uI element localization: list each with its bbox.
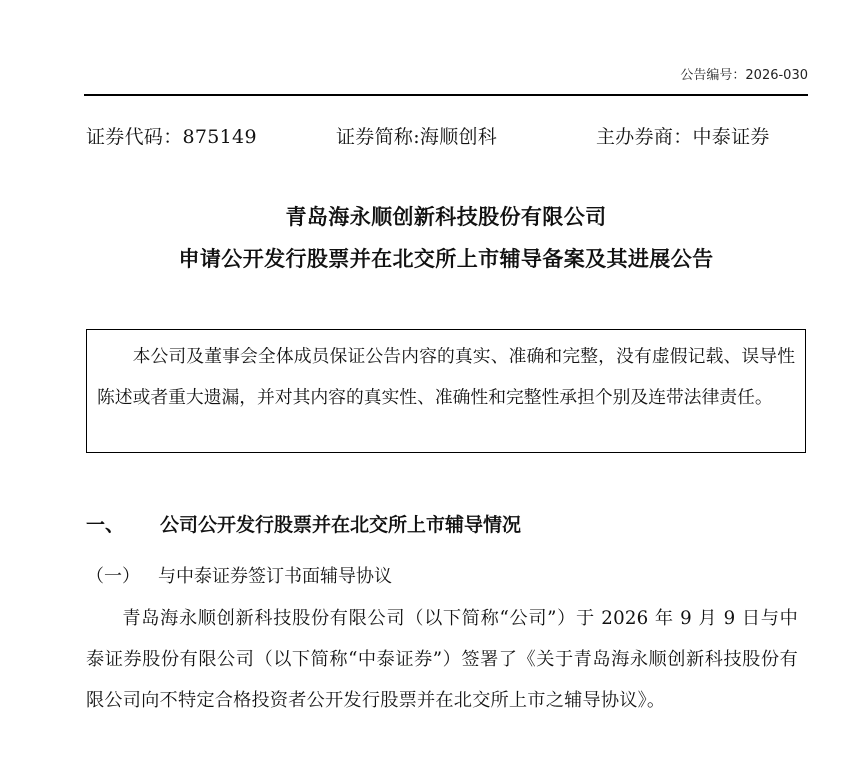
header-rule [84,94,808,96]
board-guarantee-notice: 本公司及董事会全体成员保证公告内容的真实、准确和完整，没有虚假记载、误导性陈述或者重大遗漏，并对其内容的真实性、准确性和完整性承担个别及连带法律责任。 [86,329,806,453]
sponsor-broker: 主办券商：中泰证券 [596,126,770,148]
subsection-heading [86,562,392,588]
announcement-number: 公告编号：2026-030 [680,68,808,83]
securities-code: 证券代码：875149 [86,126,257,148]
section-number: 一、 [86,514,125,536]
section-title: 公司公开发行股票并在北交所上市辅导情况 [160,514,522,536]
body-paragraph: 青岛海永顺创新科技股份有限公司（以下简称“公司”）于 2026 年 9 月 9 日与中泰证券股份有限公司（以下简称“中泰证券”）签署了《关于青岛海永顺创新科技股份有限公司向不特定合格投资者公开发行股票并在北交所上市之辅导协议》。 [86,608,798,711]
subsection-title: 与中泰证券签订书面辅导协议 [158,566,392,587]
securities-short-name: 证券简称:海顺创科 [336,126,498,148]
document-title [84,196,808,280]
subsection-number: （一） [86,566,140,587]
securities-info-row [86,122,808,149]
section-heading [86,510,521,537]
announcement-subject-title: 申请公开发行股票并在北交所上市辅导备案及其进展公告 [178,247,714,271]
company-name-title: 青岛海永顺创新科技股份有限公司 [285,205,607,229]
